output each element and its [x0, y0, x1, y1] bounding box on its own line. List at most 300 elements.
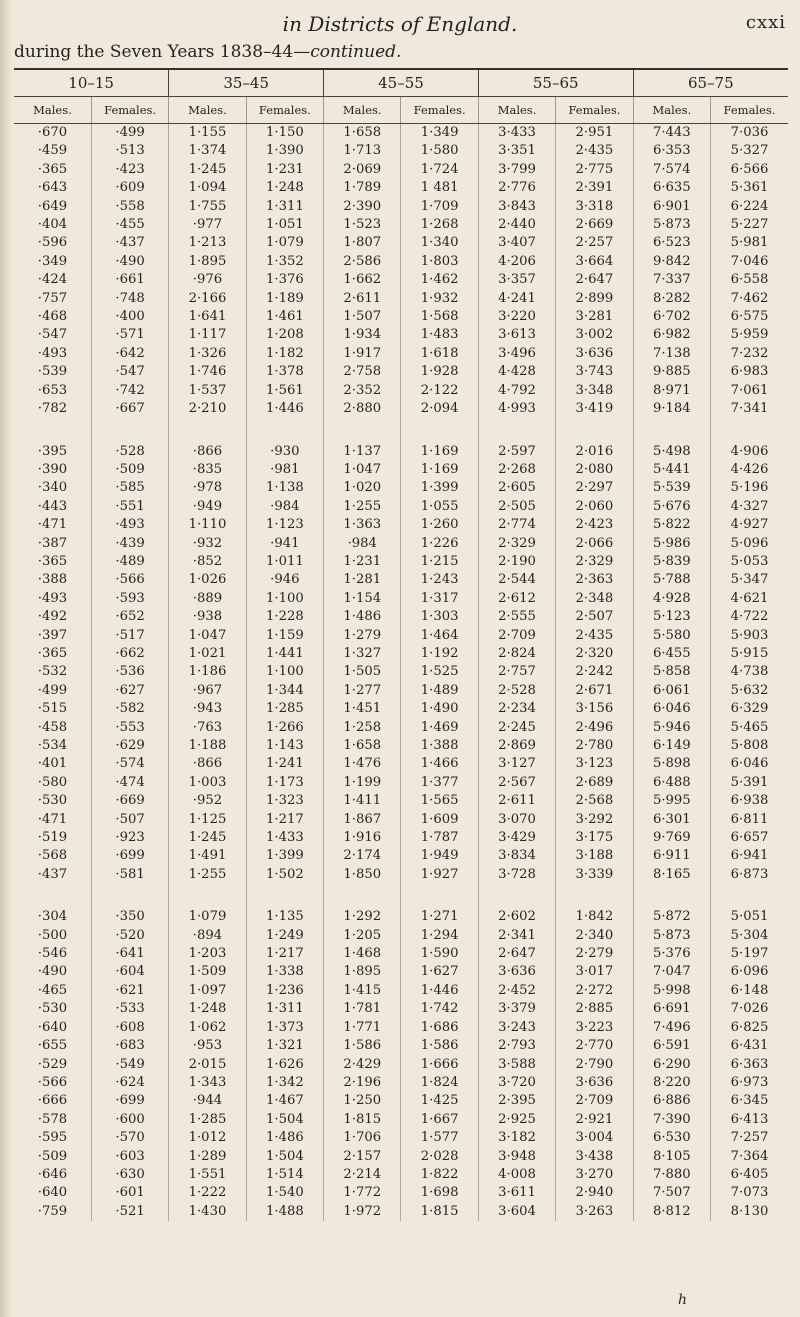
table-row: [14, 608, 788, 626]
table-cell: 2·555: [478, 608, 555, 626]
table-cell: 1·505: [324, 663, 401, 681]
table-cell: 7·046: [711, 253, 788, 271]
table-cell: 3·357: [478, 271, 555, 289]
table-cell: 7·507: [633, 1184, 710, 1202]
table-cell: ·641: [91, 945, 168, 963]
page-number: cxxi: [745, 12, 786, 33]
table-cell: ·646: [37, 1166, 68, 1182]
table-cell: ·977: [169, 216, 246, 234]
table-cell: 1·441: [246, 645, 323, 663]
table-cell: ·984: [246, 498, 323, 516]
table-cell: 9·184: [633, 400, 710, 418]
table-cell: 1·255: [324, 498, 401, 516]
table-cell: 1·462: [401, 271, 478, 289]
table-row: [14, 1166, 788, 1184]
table-cell: 1·231: [246, 161, 323, 179]
table-row: [14, 498, 788, 516]
table-cell: 1·746: [169, 363, 246, 381]
spacer-cell: [556, 884, 633, 908]
mortality-table: [14, 68, 788, 1221]
table-row: [14, 124, 788, 143]
table-row: [14, 590, 788, 608]
table-cell: 1·658: [324, 124, 401, 143]
table-cell: 4·906: [711, 443, 788, 461]
table-cell: 1·143: [246, 737, 323, 755]
table-cell: 1·807: [324, 234, 401, 252]
table-cell: 2·925: [478, 1111, 555, 1129]
table-cell: 1·469: [401, 719, 478, 737]
table-cell: 6·353: [633, 142, 710, 160]
table-cell: 1·326: [169, 345, 246, 363]
table-cell: ·782: [37, 401, 68, 417]
table-cell: 1·709: [401, 198, 478, 216]
table-cell: 6·691: [633, 1000, 710, 1018]
table-row: [14, 461, 788, 479]
table-cell: ·852: [169, 553, 246, 571]
spacer-cell: [711, 419, 788, 443]
table-cell: 1·771: [324, 1019, 401, 1037]
table-cell: 3·433: [478, 124, 555, 143]
table-cell: ·455: [91, 216, 168, 234]
table-cell: 2·234: [478, 700, 555, 718]
table-cell: 1·568: [401, 308, 478, 326]
table-cell: 1·213: [169, 234, 246, 252]
table-row: [14, 682, 788, 700]
table-cell: 2·770: [556, 1037, 633, 1055]
table-cell: 3·799: [478, 161, 555, 179]
table-cell: 3·281: [556, 308, 633, 326]
table-cell: 6·290: [633, 1056, 710, 1074]
table-cell: 2·395: [478, 1092, 555, 1110]
table-cell: 1·468: [324, 945, 401, 963]
sex-header: Males.: [633, 97, 710, 124]
table-cell: 3·017: [556, 963, 633, 981]
table-cell: ·517: [91, 627, 168, 645]
table-cell: 9·885: [633, 363, 710, 381]
table-row: [14, 927, 788, 945]
table-cell: ·578: [37, 1111, 68, 1127]
table-cell: ·553: [91, 719, 168, 737]
table-row: [14, 1184, 788, 1202]
table-cell: 5·196: [711, 479, 788, 497]
table-cell: 1·917: [324, 345, 401, 363]
table-cell: 1·215: [401, 553, 478, 571]
table-cell: ·582: [91, 700, 168, 718]
table-cell: 2·793: [478, 1037, 555, 1055]
table-cell: ·640: [37, 1019, 68, 1035]
table-cell: 4·621: [711, 590, 788, 608]
table-cell: 4·928: [633, 590, 710, 608]
table-cell: ·387: [37, 535, 68, 551]
table-cell: 3·351: [478, 142, 555, 160]
table-cell: 7·257: [711, 1129, 788, 1147]
table-cell: 1·208: [246, 326, 323, 344]
table-cell: ·520: [91, 927, 168, 945]
table-cell: 1·236: [246, 982, 323, 1000]
spacer-cell: [478, 884, 555, 908]
table-cell: 6·901: [633, 198, 710, 216]
table-cell: ·490: [37, 964, 68, 980]
table-cell: 3·743: [556, 363, 633, 381]
table-cell: 6·575: [711, 308, 788, 326]
table-cell: 2·528: [478, 682, 555, 700]
table-row: [14, 963, 788, 981]
table-cell: ·889: [169, 590, 246, 608]
table-cell: ·683: [91, 1037, 168, 1055]
table-cell: ·984: [324, 535, 401, 553]
table-cell: ·349: [37, 253, 68, 269]
table-cell: ·530: [37, 793, 68, 809]
table-cell: 6·941: [711, 847, 788, 865]
table-cell: 5·915: [711, 645, 788, 663]
table-cell: ·595: [37, 1130, 68, 1146]
table-cell: 6·149: [633, 737, 710, 755]
group-spacer: [14, 419, 788, 443]
table-cell: 1·713: [324, 142, 401, 160]
table-row: [14, 198, 788, 216]
table-cell: 7·880: [633, 1166, 710, 1184]
table-cell: ·547: [91, 363, 168, 381]
table-cell: 1·062: [169, 1019, 246, 1037]
table-cell: ·976: [169, 271, 246, 289]
table-cell: 1·255: [169, 866, 246, 884]
table-cell: 2·440: [478, 216, 555, 234]
table-cell: 3·188: [556, 847, 633, 865]
table-row: [14, 1111, 788, 1129]
table-cell: 6·329: [711, 700, 788, 718]
table-cell: ·642: [91, 345, 168, 363]
table-cell: ·580: [37, 774, 68, 790]
table-cell: ·513: [91, 142, 168, 160]
table-cell: ·981: [246, 461, 323, 479]
table-cell: 1·504: [246, 1111, 323, 1129]
table-cell: 2·363: [556, 571, 633, 589]
sex-header: Males.: [169, 97, 246, 124]
table-cell: 1·374: [169, 142, 246, 160]
table-cell: 1·618: [401, 345, 478, 363]
sex-header: Females.: [556, 97, 633, 124]
table-cell: 1·189: [246, 290, 323, 308]
table-cell: 3·348: [556, 382, 633, 400]
table-cell: ·967: [169, 682, 246, 700]
table-cell: 7·341: [711, 400, 788, 418]
table-cell: 6·046: [633, 700, 710, 718]
table-cell: 1·626: [246, 1056, 323, 1074]
table-cell: ·630: [91, 1166, 168, 1184]
table-cell: ·401: [37, 756, 68, 772]
table-cell: 3·223: [556, 1019, 633, 1037]
table-row: [14, 516, 788, 534]
table-cell: 1·097: [169, 982, 246, 1000]
table-cell: 2·391: [556, 179, 633, 197]
table-cell: 2·951: [556, 124, 633, 143]
table-cell: 1·641: [169, 308, 246, 326]
table-cell: 5·391: [711, 774, 788, 792]
spacer-cell: [556, 419, 633, 443]
table-cell: 2·612: [478, 590, 555, 608]
table-cell: 1·047: [169, 627, 246, 645]
table-cell: 1·658: [324, 737, 401, 755]
caption-lead: during the Seven Years 1838–44—: [14, 42, 311, 62]
table-cell: 6·455: [633, 645, 710, 663]
table-cell: 2·899: [556, 290, 633, 308]
table-cell: 2·544: [478, 571, 555, 589]
table-cell: ·390: [37, 461, 68, 477]
table-cell: 2·028: [401, 1148, 478, 1166]
table-cell: 5·808: [711, 737, 788, 755]
table-cell: 5·376: [633, 945, 710, 963]
table-cell: 9·769: [633, 829, 710, 847]
table-cell: ·489: [91, 553, 168, 571]
table-cell: ·404: [37, 217, 68, 233]
table-cell: 3·243: [478, 1019, 555, 1037]
age-group-header: 10–15: [14, 70, 169, 97]
table-cell: 3·318: [556, 198, 633, 216]
sex-header: Females.: [91, 97, 168, 124]
table-cell: ·558: [91, 198, 168, 216]
table-cell: 1·586: [324, 1037, 401, 1055]
table-cell: ·533: [91, 1000, 168, 1018]
table-cell: 1·323: [246, 792, 323, 810]
table-cell: 1·344: [246, 682, 323, 700]
table-cell: 2·647: [556, 271, 633, 289]
table-cell: 2·297: [556, 479, 633, 497]
table-cell: 2·245: [478, 719, 555, 737]
table-cell: 1·537: [169, 382, 246, 400]
table-cell: 2·272: [556, 982, 633, 1000]
table-cell: 1·586: [401, 1037, 478, 1055]
table-row: [14, 1203, 788, 1221]
table-cell: 5·872: [633, 908, 710, 926]
table-cell: 2·122: [401, 382, 478, 400]
table-cell: 1·169: [401, 443, 478, 461]
table-cell: 6·096: [711, 963, 788, 981]
table-cell: 1·742: [401, 1000, 478, 1018]
table-cell: 3·339: [556, 866, 633, 884]
table-cell: 3·127: [478, 755, 555, 773]
table-cell: 1·540: [246, 1184, 323, 1202]
table-cell: 6·983: [711, 363, 788, 381]
table-cell: ·593: [91, 590, 168, 608]
table-cell: 5·903: [711, 627, 788, 645]
table-cell: 1·155: [169, 124, 246, 143]
table-cell: 3·002: [556, 326, 633, 344]
table-cell: 1·217: [246, 945, 323, 963]
table-row: [14, 700, 788, 718]
table-cell: 2·758: [324, 363, 401, 381]
table-cell: ·509: [91, 461, 168, 479]
table-cell: ·949: [169, 498, 246, 516]
table-cell: 4·206: [478, 253, 555, 271]
table-row: [14, 847, 788, 865]
table-cell: 2·597: [478, 443, 555, 461]
spacer-cell: [478, 419, 555, 443]
table-cell: 1·268: [401, 216, 478, 234]
table-cell: 2·166: [169, 290, 246, 308]
table-cell: 2·435: [556, 142, 633, 160]
table-cell: 3·156: [556, 700, 633, 718]
table-row: [14, 866, 788, 884]
table-cell: 1·523: [324, 216, 401, 234]
table-cell: 3·636: [556, 345, 633, 363]
table-cell: 2·268: [478, 461, 555, 479]
table-cell: 1·698: [401, 1184, 478, 1202]
table-cell: ·629: [91, 737, 168, 755]
table-cell: 1·277: [324, 682, 401, 700]
table-cell: 5·197: [711, 945, 788, 963]
table-cell: 8·971: [633, 382, 710, 400]
table-cell: 6·148: [711, 982, 788, 1000]
table-cell: ·669: [91, 792, 168, 810]
table-cell: 1·822: [401, 1166, 478, 1184]
table-cell: ·662: [91, 645, 168, 663]
table-cell: 1·378: [246, 363, 323, 381]
table-cell: ·574: [91, 755, 168, 773]
table-cell: 5·465: [711, 719, 788, 737]
table-cell: 1·928: [401, 363, 478, 381]
table-row: [14, 1092, 788, 1110]
table-cell: 1·824: [401, 1074, 478, 1092]
table-cell: 1·565: [401, 792, 478, 810]
table-cell: ·493: [91, 516, 168, 534]
table-cell: 3·948: [478, 1148, 555, 1166]
table-cell: ·643: [37, 180, 68, 196]
table-cell: 2·157: [324, 1148, 401, 1166]
table-row: [14, 792, 788, 810]
table-cell: 1·311: [246, 1000, 323, 1018]
table-cell: ·923: [91, 829, 168, 847]
table-cell: 1·483: [401, 326, 478, 344]
table-cell: 6·558: [711, 271, 788, 289]
table-cell: 2·790: [556, 1056, 633, 1074]
table-row: [14, 179, 788, 197]
table-cell: 1·577: [401, 1129, 478, 1147]
table-cell: 1·154: [324, 590, 401, 608]
table-cell: 1·159: [246, 627, 323, 645]
table-row: [14, 571, 788, 589]
table-cell: 2·505: [478, 498, 555, 516]
table-cell: 2·689: [556, 774, 633, 792]
table-cell: 7·364: [711, 1148, 788, 1166]
table-cell: 5·227: [711, 216, 788, 234]
table-cell: 1·079: [246, 234, 323, 252]
table-cell: 8·105: [633, 1148, 710, 1166]
table-cell: 2·066: [556, 535, 633, 553]
table-cell: 1·243: [401, 571, 478, 589]
table-cell: 8·220: [633, 1074, 710, 1092]
table-cell: 1·842: [556, 908, 633, 926]
table-cell: 4·927: [711, 516, 788, 534]
table-cell: 8·130: [711, 1203, 788, 1221]
table-cell: 1·815: [401, 1203, 478, 1221]
table-cell: 1·609: [401, 811, 478, 829]
sex-header: Males.: [324, 97, 401, 124]
table-cell: ·340: [37, 480, 68, 496]
table-cell: 1·525: [401, 663, 478, 681]
table-cell: 1·867: [324, 811, 401, 829]
table-cell: 2·671: [556, 682, 633, 700]
table-cell: 7·443: [633, 124, 710, 143]
table-cell: 1·248: [246, 179, 323, 197]
table-cell: 1·451: [324, 700, 401, 718]
table-cell: ·304: [37, 909, 68, 925]
table-cell: 1·507: [324, 308, 401, 326]
table-cell: 1·433: [246, 829, 323, 847]
table-cell: 5·441: [633, 461, 710, 479]
spacer-cell: [324, 884, 401, 908]
table-cell: 1·509: [169, 963, 246, 981]
age-group-header-row: [14, 70, 788, 97]
table-cell: 4·426: [711, 461, 788, 479]
table-cell: ·652: [91, 608, 168, 626]
table-row: [14, 737, 788, 755]
table-cell: ·507: [91, 811, 168, 829]
table-cell: 1·338: [246, 963, 323, 981]
table-cell: 3·636: [478, 963, 555, 981]
table-cell: 6·982: [633, 326, 710, 344]
age-group-header: 45–55: [324, 70, 479, 97]
table-cell: 5·580: [633, 627, 710, 645]
table-cell: 5·873: [633, 216, 710, 234]
table-cell: 1·258: [324, 719, 401, 737]
sex-header: Males.: [14, 97, 91, 124]
table-cell: 6·825: [711, 1019, 788, 1037]
group-spacer: [14, 884, 788, 908]
table-cell: 1·486: [246, 1129, 323, 1147]
table-cell: 1·590: [401, 945, 478, 963]
table-cell: 1·199: [324, 774, 401, 792]
table-cell: 1·289: [169, 1148, 246, 1166]
table-cell: 5·632: [711, 682, 788, 700]
table-cell: 1·489: [401, 682, 478, 700]
table-cell: 2·507: [556, 608, 633, 626]
table-cell: 7·574: [633, 161, 710, 179]
table-cell: 2·340: [556, 927, 633, 945]
table-cell: 1·787: [401, 829, 478, 847]
table-cell: 2·069: [324, 161, 401, 179]
age-group-header: 35–45: [169, 70, 324, 97]
table-row: [14, 161, 788, 179]
table-cell: 5·096: [711, 535, 788, 553]
table-cell: 1·476: [324, 755, 401, 773]
table-cell: 6·413: [711, 1111, 788, 1129]
table-cell: 2·210: [169, 400, 246, 418]
table-row: [14, 142, 788, 160]
table-cell: ·640: [37, 1185, 68, 1201]
table-cell: 1·100: [246, 590, 323, 608]
table-row: [14, 627, 788, 645]
table-cell: 1·271: [401, 908, 478, 926]
table-cell: 2·094: [401, 400, 478, 418]
table-cell: ·471: [37, 517, 68, 533]
sex-header: Females.: [401, 97, 478, 124]
table-cell: ·866: [169, 755, 246, 773]
table-cell: 5·676: [633, 498, 710, 516]
table-row: [14, 443, 788, 461]
table-cell: 1·627: [401, 963, 478, 981]
table-cell: 2·352: [324, 382, 401, 400]
table-cell: 2·329: [478, 535, 555, 553]
table-cell: 1·011: [246, 553, 323, 571]
table-cell: 5·539: [633, 479, 710, 497]
table-cell: 1·411: [324, 792, 401, 810]
table-cell: 7·232: [711, 345, 788, 363]
table-row: [14, 271, 788, 289]
table-cell: ·866: [169, 443, 246, 461]
table-cell: 1·580: [401, 142, 478, 160]
table-cell: 1·467: [246, 1092, 323, 1110]
table-cell: 8·282: [633, 290, 710, 308]
